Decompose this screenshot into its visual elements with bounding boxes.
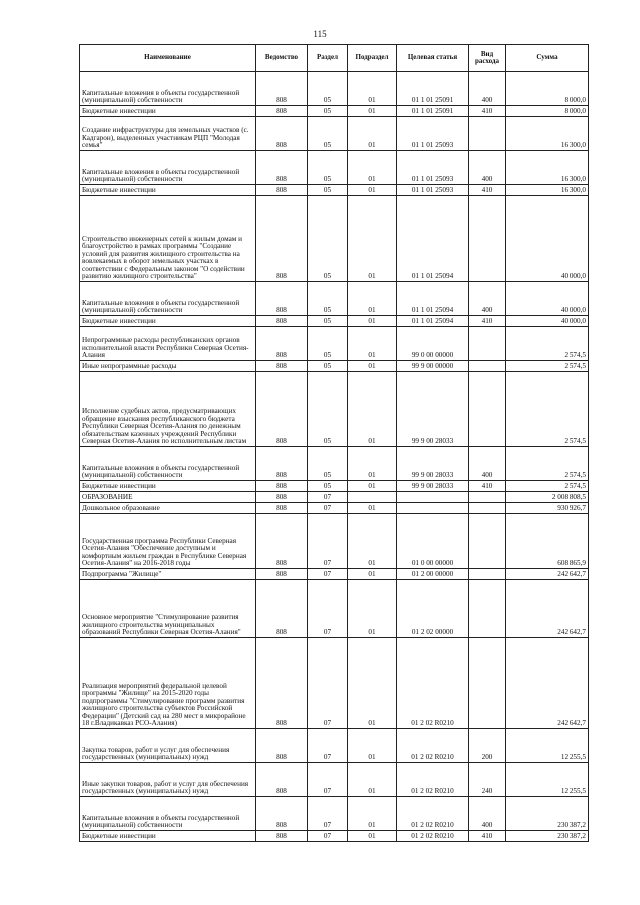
- cell-name: Подпрограмма "Жилище": [80, 569, 256, 580]
- cell-name: Государственная программа Республики Северная Осетия-Алания "Обеспечение доступным и комфортным жильем граждан в Республике Северная Осетия-Алания" на 2016-2018 годы: [80, 514, 256, 569]
- cell-subsection: 01: [348, 481, 397, 492]
- cell-subsection: 01: [348, 361, 397, 372]
- cell-subsection: [348, 492, 397, 503]
- cell-amount: 230 387,2: [506, 831, 589, 842]
- cell-expense-type: 410: [469, 106, 506, 117]
- cell-subsection: 01: [348, 638, 397, 729]
- cell-target-article: 01 2 02 R0210: [397, 729, 469, 763]
- cell-amount: 16 300,0: [506, 117, 589, 151]
- cell-expense-type: 410: [469, 316, 506, 327]
- cell-amount: 242 642,7: [506, 580, 589, 638]
- header-amount: Сумма: [506, 45, 589, 72]
- cell-expense-type: [469, 580, 506, 638]
- cell-name: Реализация мероприятий федеральной целевой программы "Жилище" на 2015-2020 годы подпрограммы "Стимулирование программ развития жилищного строительства субъектов Российской Федерации" (Детский сад на 280 мест в микрорайоне 18 г.Владикавказ РСО-Алания): [80, 638, 256, 729]
- cell-expense-type: 400: [469, 447, 506, 481]
- table-row: [80, 503, 589, 514]
- cell-name: Капитальные вложения в объекты государственной (муниципальной) собственности: [80, 72, 256, 106]
- cell-department: 808: [256, 196, 308, 282]
- cell-expense-type: [469, 117, 506, 151]
- cell-section: 05: [308, 151, 348, 185]
- cell-department: 808: [256, 185, 308, 196]
- cell-name: Капитальные вложения в объекты государственной (муниципальной) собственности: [80, 282, 256, 316]
- cell-target-article: 99 9 00 00000: [397, 361, 469, 372]
- cell-name: Непрограммные расходы республиканских органов исполнительной власти Республики Северная Осетия-Алания: [80, 327, 256, 361]
- cell-section: 07: [308, 503, 348, 514]
- cell-department: 808: [256, 638, 308, 729]
- cell-subsection: 01: [348, 282, 397, 316]
- header-name: Наименование: [80, 45, 256, 72]
- cell-name: Основное мероприятие "Стимулирование развития жилищного строительства муниципальных образований Республики Северная Осетия-Алания": [80, 580, 256, 638]
- cell-expense-type: 240: [469, 763, 506, 797]
- cell-subsection: 01: [348, 447, 397, 481]
- header-department: Ведомство: [256, 45, 308, 72]
- table-row: [80, 117, 589, 151]
- cell-target-article: 01 2 02 R0210: [397, 797, 469, 831]
- cell-expense-type: 410: [469, 831, 506, 842]
- cell-name: Бюджетные инвестиции: [80, 106, 256, 117]
- cell-subsection: 01: [348, 763, 397, 797]
- cell-amount: 40 000,0: [506, 196, 589, 282]
- cell-amount: 40 000,0: [506, 316, 589, 327]
- cell-name: Капитальные вложения в объекты государственной (муниципальной) собственности: [80, 447, 256, 481]
- cell-section: 07: [308, 638, 348, 729]
- cell-section: 05: [308, 282, 348, 316]
- cell-department: 808: [256, 503, 308, 514]
- cell-department: 808: [256, 831, 308, 842]
- cell-name: ОБРАЗОВАНИЕ: [80, 492, 256, 503]
- cell-section: 07: [308, 492, 348, 503]
- header-section: Раздел: [308, 45, 348, 72]
- cell-target-article: 01 2 02 00000: [397, 580, 469, 638]
- cell-expense-type: 400: [469, 282, 506, 316]
- cell-target-article: 01 1 01 25093: [397, 185, 469, 196]
- cell-target-article: 01 1 01 25093: [397, 117, 469, 151]
- table-row: [80, 327, 589, 361]
- cell-department: 808: [256, 361, 308, 372]
- cell-section: 05: [308, 196, 348, 282]
- cell-target-article: 99 0 00 00000: [397, 327, 469, 361]
- cell-amount: 242 642,7: [506, 638, 589, 729]
- table-body: [80, 72, 589, 842]
- table-row: [80, 492, 589, 503]
- cell-section: 07: [308, 763, 348, 797]
- cell-expense-type: [469, 503, 506, 514]
- cell-department: 808: [256, 763, 308, 797]
- table-row: [80, 72, 589, 106]
- cell-name: Капитальные вложения в объекты государственной (муниципальной) собственности: [80, 151, 256, 185]
- cell-target-article: 01 1 01 25093: [397, 151, 469, 185]
- cell-amount: 8 000,0: [506, 106, 589, 117]
- cell-expense-type: 200: [469, 729, 506, 763]
- cell-target-article: 01 0 00 00000: [397, 514, 469, 569]
- cell-section: 07: [308, 797, 348, 831]
- header-expense-type: Вид расхода: [469, 45, 506, 72]
- cell-department: 808: [256, 106, 308, 117]
- cell-department: 808: [256, 797, 308, 831]
- table-row: [80, 797, 589, 831]
- cell-amount: 16 300,0: [506, 151, 589, 185]
- cell-department: 808: [256, 117, 308, 151]
- table-row: [80, 580, 589, 638]
- table-row: [80, 831, 589, 842]
- cell-target-article: 99 9 00 28033: [397, 447, 469, 481]
- table-row: [80, 185, 589, 196]
- cell-amount: 608 865,9: [506, 514, 589, 569]
- cell-subsection: 01: [348, 117, 397, 151]
- cell-amount: 12 255,5: [506, 729, 589, 763]
- header-row: [80, 45, 589, 72]
- cell-section: 07: [308, 569, 348, 580]
- cell-name: Бюджетные инвестиции: [80, 185, 256, 196]
- header-subsection: Подраздел: [348, 45, 397, 72]
- cell-target-article: [397, 492, 469, 503]
- cell-name: Дошкольное образование: [80, 503, 256, 514]
- cell-subsection: 01: [348, 514, 397, 569]
- table-row: [80, 481, 589, 492]
- cell-expense-type: [469, 327, 506, 361]
- cell-name: Бюджетные инвестиции: [80, 831, 256, 842]
- budget-table: [79, 44, 589, 842]
- cell-department: 808: [256, 569, 308, 580]
- cell-subsection: 01: [348, 185, 397, 196]
- cell-subsection: 01: [348, 797, 397, 831]
- cell-target-article: 01 1 01 25094: [397, 196, 469, 282]
- cell-department: 808: [256, 580, 308, 638]
- cell-section: 05: [308, 372, 348, 447]
- cell-department: 808: [256, 372, 308, 447]
- cell-name: Капитальные вложения в объекты государственной (муниципальной) собственности: [80, 797, 256, 831]
- cell-target-article: 01 1 01 25091: [397, 72, 469, 106]
- cell-name: Создание инфраструктуры для земельных участков (с. Кадгарон), выделенных участникам РЦП "Молодая семья": [80, 117, 256, 151]
- cell-subsection: 01: [348, 316, 397, 327]
- cell-expense-type: [469, 514, 506, 569]
- table-row: [80, 514, 589, 569]
- table-row: [80, 316, 589, 327]
- cell-target-article: 01 2 02 R0210: [397, 763, 469, 797]
- cell-name: Исполнение судебных актов, предусматривающих обращение взыскания республиканского бюджета Республики Северная Осетия-Алания по денежным обязательствам казенных учреждений Республики Северная Осетия-Алания по исполнительным листам: [80, 372, 256, 447]
- cell-expense-type: [469, 361, 506, 372]
- table-row: [80, 372, 589, 447]
- cell-amount: 2 574,5: [506, 327, 589, 361]
- cell-expense-type: 400: [469, 151, 506, 185]
- cell-expense-type: 400: [469, 72, 506, 106]
- cell-section: 05: [308, 361, 348, 372]
- cell-expense-type: 410: [469, 481, 506, 492]
- cell-expense-type: [469, 569, 506, 580]
- cell-department: 808: [256, 492, 308, 503]
- cell-amount: 242 642,7: [506, 569, 589, 580]
- cell-section: 07: [308, 580, 348, 638]
- cell-expense-type: 400: [469, 797, 506, 831]
- cell-section: 05: [308, 185, 348, 196]
- cell-subsection: 01: [348, 569, 397, 580]
- cell-target-article: 01 1 01 25091: [397, 106, 469, 117]
- cell-amount: 930 926,7: [506, 503, 589, 514]
- cell-section: 07: [308, 729, 348, 763]
- cell-department: 808: [256, 514, 308, 569]
- cell-subsection: 01: [348, 151, 397, 185]
- cell-name: Закупка товаров, работ и услуг для обеспечения государственных (муниципальных) нужд: [80, 729, 256, 763]
- cell-subsection: 01: [348, 580, 397, 638]
- cell-target-article: 01 2 02 R0210: [397, 638, 469, 729]
- cell-department: 808: [256, 729, 308, 763]
- cell-amount: 2 574,5: [506, 372, 589, 447]
- cell-subsection: 01: [348, 106, 397, 117]
- cell-amount: 8 000,0: [506, 72, 589, 106]
- table-row: [80, 151, 589, 185]
- cell-target-article: 01 2 02 R0210: [397, 831, 469, 842]
- page-number: 115: [313, 29, 327, 39]
- cell-expense-type: [469, 492, 506, 503]
- cell-department: 808: [256, 481, 308, 492]
- cell-expense-type: [469, 638, 506, 729]
- cell-expense-type: [469, 196, 506, 282]
- table-row: [80, 569, 589, 580]
- cell-department: 808: [256, 282, 308, 316]
- cell-subsection: 01: [348, 831, 397, 842]
- cell-section: 05: [308, 327, 348, 361]
- cell-target-article: 99 9 00 28033: [397, 372, 469, 447]
- cell-name: Бюджетные инвестиции: [80, 316, 256, 327]
- table-row: [80, 729, 589, 763]
- cell-amount: 2 574,5: [506, 447, 589, 481]
- cell-section: 07: [308, 514, 348, 569]
- cell-amount: 40 000,0: [506, 282, 589, 316]
- table-row: [80, 282, 589, 316]
- cell-subsection: 01: [348, 196, 397, 282]
- cell-amount: 2 574,5: [506, 481, 589, 492]
- table-row: [80, 106, 589, 117]
- cell-department: 808: [256, 72, 308, 106]
- cell-section: 05: [308, 72, 348, 106]
- cell-name: Иные закупки товаров, работ и услуг для обеспечения государственных (муниципальных) нужд: [80, 763, 256, 797]
- cell-section: 05: [308, 316, 348, 327]
- cell-target-article: 01 1 01 25094: [397, 316, 469, 327]
- cell-amount: 2 574,5: [506, 361, 589, 372]
- cell-target-article: 01 1 01 25094: [397, 282, 469, 316]
- table-row: [80, 361, 589, 372]
- cell-target-article: [397, 503, 469, 514]
- cell-subsection: 01: [348, 729, 397, 763]
- cell-department: 808: [256, 327, 308, 361]
- cell-subsection: 01: [348, 503, 397, 514]
- cell-section: 05: [308, 447, 348, 481]
- table-row: [80, 447, 589, 481]
- cell-expense-type: [469, 372, 506, 447]
- cell-department: 808: [256, 151, 308, 185]
- cell-amount: 230 387,2: [506, 797, 589, 831]
- table-row: [80, 763, 589, 797]
- cell-target-article: 01 2 00 00000: [397, 569, 469, 580]
- header-target-article: Целевая статья: [397, 45, 469, 72]
- cell-section: 05: [308, 481, 348, 492]
- cell-expense-type: 410: [469, 185, 506, 196]
- cell-department: 808: [256, 316, 308, 327]
- cell-amount: 2 008 808,5: [506, 492, 589, 503]
- cell-name: Иные непрограммные расходы: [80, 361, 256, 372]
- cell-section: 07: [308, 831, 348, 842]
- cell-subsection: 01: [348, 372, 397, 447]
- cell-target-article: 99 9 00 28033: [397, 481, 469, 492]
- cell-name: Бюджетные инвестиции: [80, 481, 256, 492]
- cell-subsection: 01: [348, 327, 397, 361]
- cell-department: 808: [256, 447, 308, 481]
- cell-subsection: 01: [348, 72, 397, 106]
- cell-amount: 12 255,5: [506, 763, 589, 797]
- cell-amount: 16 300,0: [506, 185, 589, 196]
- table-row: [80, 196, 589, 282]
- cell-name: Строительство инженерных сетей к жилым домам и благоустройство в рамках программы "Создание условий для развития жилищного строительства на вовлекаемых в оборот земельных участках в соответствии с Федеральным законом "О содействии развитию жилищного строительства": [80, 196, 256, 282]
- cell-section: 05: [308, 106, 348, 117]
- table-row: [80, 638, 589, 729]
- cell-section: 05: [308, 117, 348, 151]
